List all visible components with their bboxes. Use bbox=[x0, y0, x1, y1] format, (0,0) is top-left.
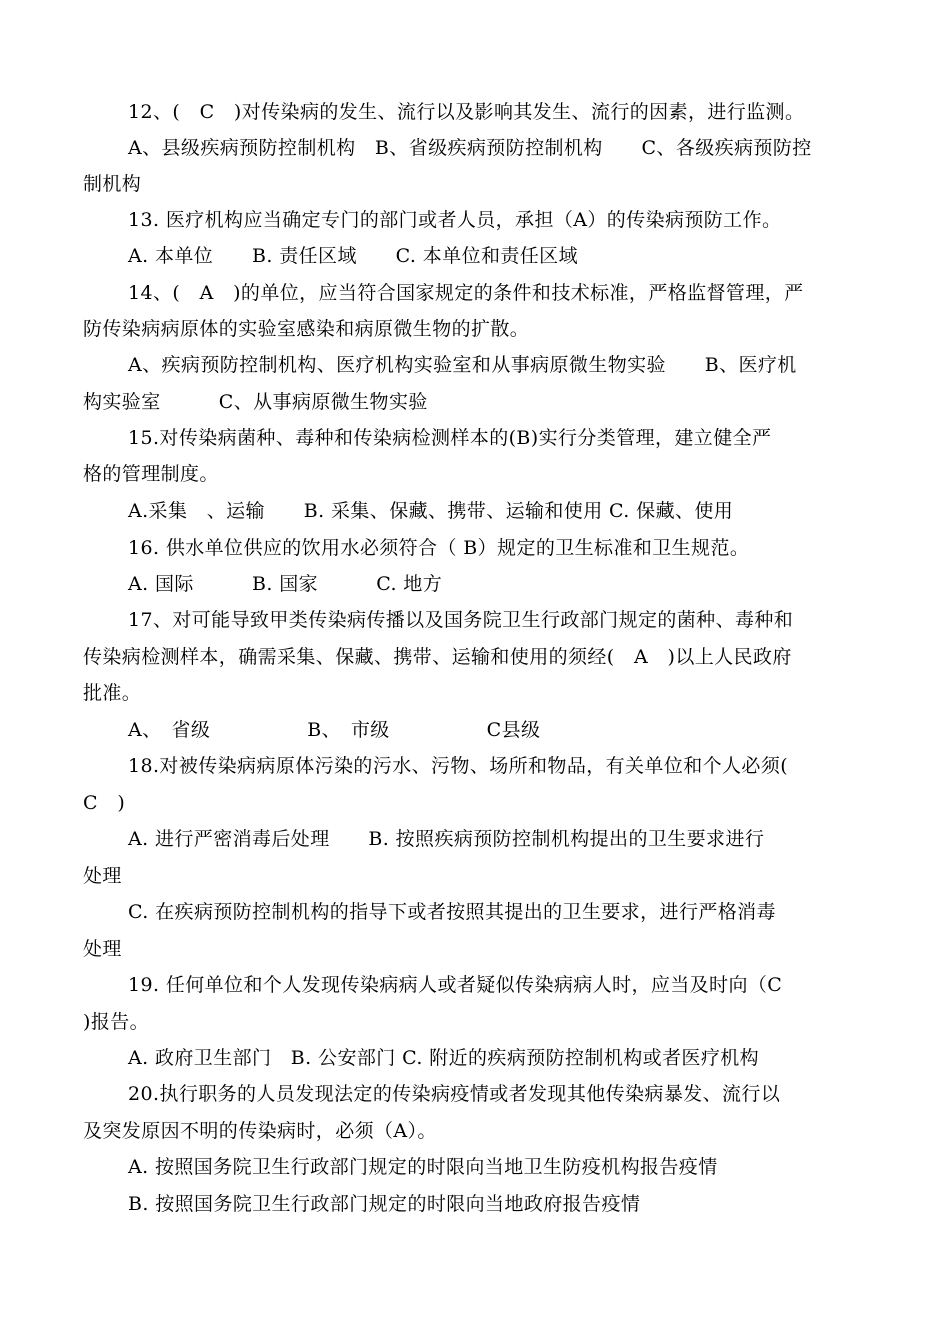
question-18-options-cont: 处理 bbox=[83, 865, 122, 887]
question-14-stem-cont: 防传染病病原体的实验室感染和病原微生物的扩散。 bbox=[83, 318, 530, 340]
question-18-options: A. 进行严密消毒后处理 B. 按照疾病预防控制机构提出的卫生要求进行 bbox=[128, 828, 765, 850]
question-19-stem: 19. 任何单位和个人发现传染病病人或者疑似传染病病人时，应当及时向（C bbox=[128, 974, 783, 996]
question-19-options: A. 政府卫生部门 B. 公安部门 C. 附近的疾病预防控制机构或者医疗机构 bbox=[128, 1047, 760, 1069]
question-18-stem: 18.对被传染病病原体污染的污水、污物、场所和物品，有关单位和个人必须( bbox=[128, 755, 789, 777]
question-16-options: A. 国际 B. 国家 C. 地方 bbox=[128, 573, 443, 595]
question-12-options: A、县级疾病预防控制机构 B、省级疾病预防控制机构 C、各级疾病预防控 bbox=[128, 137, 812, 159]
question-17-stem: 17、对可能导致甲类传染病传播以及国务院卫生行政部门规定的菌种、毒种和 bbox=[128, 609, 794, 631]
question-13-options: A. 本单位 B. 责任区域 C. 本单位和责任区域 bbox=[128, 245, 578, 267]
question-18-answer: C ) bbox=[83, 792, 126, 814]
question-20-stem-cont: 及突发原因不明的传染病时，必须（A）。 bbox=[83, 1120, 437, 1142]
question-17-options: A、 省级 B、 市级 C县级 bbox=[128, 719, 541, 741]
question-20-option-a: A. 按照国务院卫生行政部门规定的时限向当地卫生防疫机构报告疫情 bbox=[128, 1156, 718, 1178]
question-15-options: A.采集 、运输 B. 采集、保藏、携带、运输和使用 C. 保藏、使用 bbox=[128, 500, 734, 522]
question-20-option-b: B. 按照国务院卫生行政部门规定的时限向当地政府报告疫情 bbox=[128, 1193, 641, 1215]
question-18-option-c-cont: 处理 bbox=[83, 938, 122, 960]
question-17-stem-cont: 传染病检测样本，确需采集、保藏、携带、运输和使用的须经( A )以上人民政府 bbox=[83, 646, 792, 668]
question-15-stem-cont: 格的管理制度。 bbox=[83, 463, 219, 485]
question-19-stem-cont: )报告。 bbox=[83, 1011, 150, 1033]
question-17-stem-end: 批准。 bbox=[83, 682, 142, 704]
question-20-stem: 20.执行职务的人员发现法定的传染病疫情或者发现其他传染病暴发、流行以 bbox=[128, 1083, 781, 1105]
question-14-options-cont: 构实验室 C、从事病原微生物实验 bbox=[83, 391, 428, 413]
question-12-stem: 12、( C )对传染病的发生、流行以及影响其发生、流行的因素，进行监测。 bbox=[128, 101, 805, 123]
question-16-stem: 16. 供水单位供应的饮用水必须符合（ B）规定的卫生标准和卫生规范。 bbox=[128, 537, 750, 559]
question-12-options-cont: 制机构 bbox=[83, 173, 142, 195]
question-13-stem: 13. 医疗机构应当确定专门的部门或者人员，承担（A）的传染病预防工作。 bbox=[128, 209, 782, 231]
question-14-stem: 14、( A )的单位，应当符合国家规定的条件和技术标准，严格监督管理，严 bbox=[128, 282, 804, 304]
question-15-stem: 15.对传染病菌种、毒种和传染病检测样本的(B)实行分类管理，建立健全严 bbox=[128, 427, 772, 449]
question-14-options: A、疾病预防控制机构、医疗机构实验室和从事病原微生物实验 B、医疗机 bbox=[128, 354, 797, 376]
question-18-option-c: C. 在疾病预防控制机构的指导下或者按照其提出的卫生要求，进行严格消毒 bbox=[128, 901, 776, 923]
